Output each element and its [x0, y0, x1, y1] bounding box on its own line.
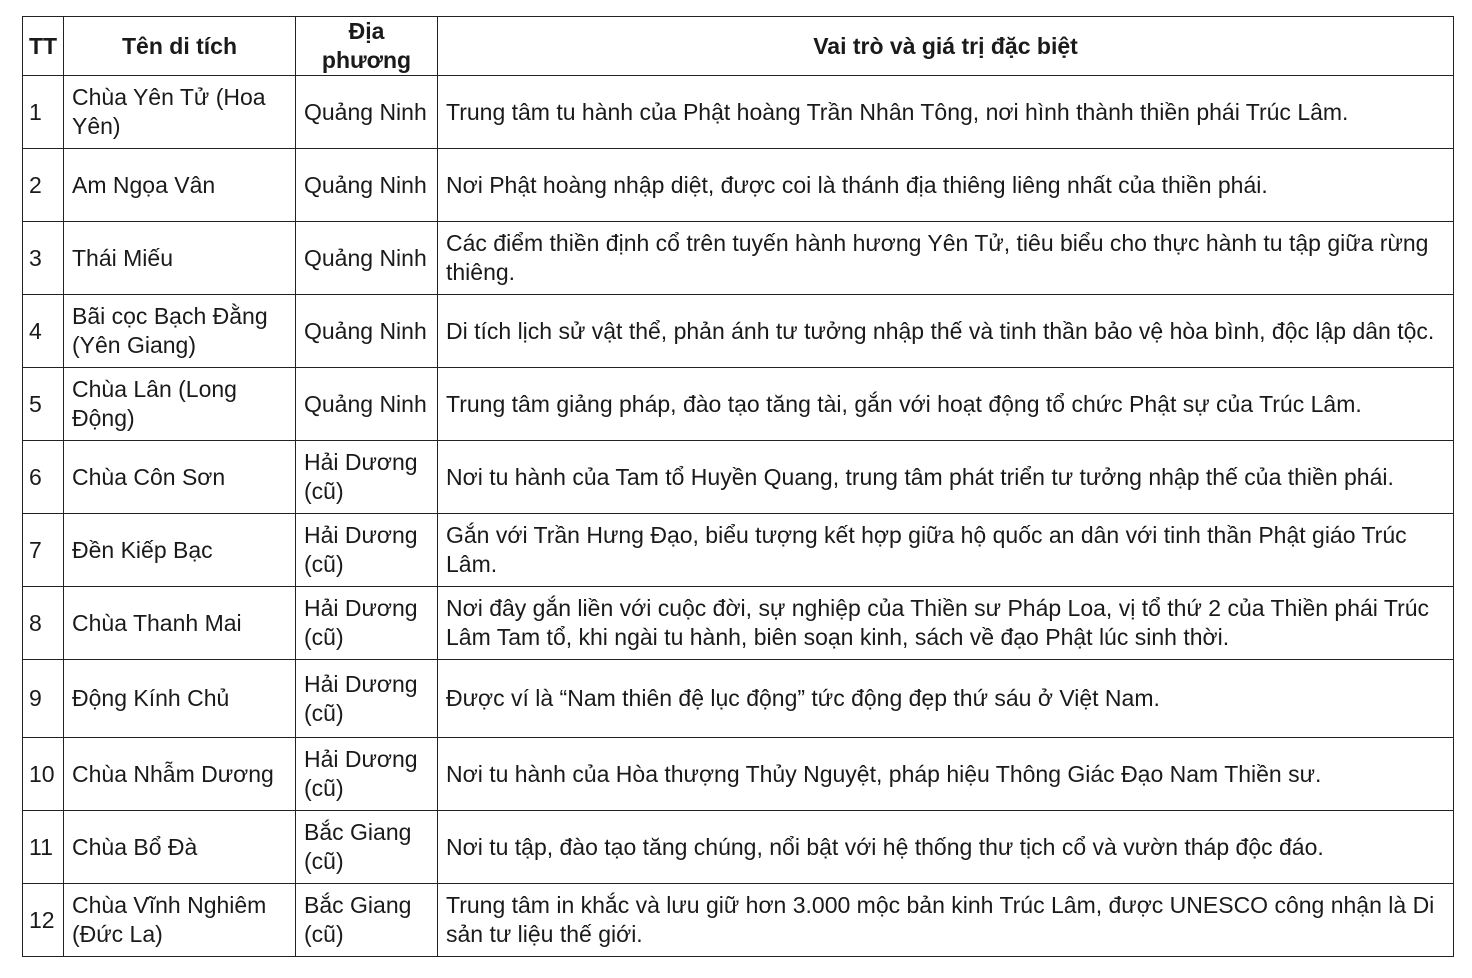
table-row [23, 514, 1454, 587]
row-number: 11 [23, 811, 64, 884]
table-row [23, 222, 1454, 295]
site-name: Chùa Yên Tử (Hoa Yên) [64, 76, 296, 149]
site-name: Chùa Vĩnh Nghiêm (Đức La) [64, 884, 296, 957]
table-row [23, 811, 1454, 884]
site-location: Hải Dương (cũ) [296, 441, 438, 514]
table-row [23, 884, 1454, 957]
table-row [23, 660, 1454, 738]
site-role: Trung tâm in khắc và lưu giữ hơn 3.000 mộc bản kinh Trúc Lâm, được UNESCO công nhận là Di sản tư liệu thế giới. [438, 884, 1454, 957]
row-number: 4 [23, 295, 64, 368]
header-row [23, 17, 1454, 76]
header-name: Tên di tích [64, 17, 296, 76]
site-location: Quảng Ninh [296, 368, 438, 441]
site-name: Chùa Thanh Mai [64, 587, 296, 660]
table-row [23, 368, 1454, 441]
site-name: Chùa Nhẫm Dương [64, 738, 296, 811]
table-row [23, 149, 1454, 222]
row-number: 6 [23, 441, 64, 514]
site-location: Hải Dương (cũ) [296, 514, 438, 587]
row-number: 9 [23, 660, 64, 738]
site-role: Trung tâm tu hành của Phật hoàng Trần Nhân Tông, nơi hình thành thiền phái Trúc Lâm. [438, 76, 1454, 149]
site-role: Được ví là “Nam thiên đệ lục động” tức động đẹp thứ sáu ở Việt Nam. [438, 660, 1454, 738]
site-role: Gắn với Trần Hưng Đạo, biểu tượng kết hợp giữa hộ quốc an dân với tinh thần Phật giáo Trúc Lâm. [438, 514, 1454, 587]
row-number: 3 [23, 222, 64, 295]
site-location: Hải Dương (cũ) [296, 660, 438, 738]
site-name: Đền Kiếp Bạc [64, 514, 296, 587]
site-location: Bắc Giang (cũ) [296, 811, 438, 884]
site-location: Quảng Ninh [296, 295, 438, 368]
site-name: Am Ngọa Vân [64, 149, 296, 222]
site-role: Nơi tu tập, đào tạo tăng chúng, nổi bật với hệ thống thư tịch cổ và vườn tháp độc đáo. [438, 811, 1454, 884]
site-role: Nơi đây gắn liền với cuộc đời, sự nghiệp của Thiền sư Pháp Loa, vị tổ thứ 2 của Thiền phái Trúc Lâm Tam tổ, khi ngài tu hành, biên soạn kinh, sách về đạo Phật lúc sinh thời. [438, 587, 1454, 660]
site-name: Động Kính Chủ [64, 660, 296, 738]
header-role: Vai trò và giá trị đặc biệt [438, 17, 1454, 76]
site-role: Nơi tu hành của Hòa thượng Thủy Nguyệt, pháp hiệu Thông Giác Đạo Nam Thiền sư. [438, 738, 1454, 811]
row-number: 2 [23, 149, 64, 222]
header-location: Địa phương [296, 17, 438, 76]
site-name: Chùa Bổ Đà [64, 811, 296, 884]
row-number: 1 [23, 76, 64, 149]
table-row [23, 76, 1454, 149]
site-location: Hải Dương (cũ) [296, 738, 438, 811]
table-row [23, 295, 1454, 368]
site-location: Hải Dương (cũ) [296, 587, 438, 660]
site-role: Trung tâm giảng pháp, đào tạo tăng tài, gắn với hoạt động tổ chức Phật sự của Trúc Lâm. [438, 368, 1454, 441]
site-role: Di tích lịch sử vật thể, phản ánh tư tưởng nhập thế và tinh thần bảo vệ hòa bình, độc lập dân tộc. [438, 295, 1454, 368]
row-number: 8 [23, 587, 64, 660]
table-row [23, 587, 1454, 660]
row-number: 7 [23, 514, 64, 587]
table-row [23, 441, 1454, 514]
site-location: Bắc Giang (cũ) [296, 884, 438, 957]
row-number: 10 [23, 738, 64, 811]
site-location: Quảng Ninh [296, 222, 438, 295]
table-row [23, 738, 1454, 811]
site-location: Quảng Ninh [296, 149, 438, 222]
header-tt: TT [23, 17, 64, 76]
relic-sites-table [22, 16, 1454, 957]
site-name: Thái Miếu [64, 222, 296, 295]
site-role: Nơi tu hành của Tam tổ Huyền Quang, trung tâm phát triển tư tưởng nhập thế của thiền phái. [438, 441, 1454, 514]
site-role: Nơi Phật hoàng nhập diệt, được coi là thánh địa thiêng liêng nhất của thiền phái. [438, 149, 1454, 222]
table-header [23, 17, 1454, 76]
site-location: Quảng Ninh [296, 76, 438, 149]
site-name: Chùa Lân (Long Động) [64, 368, 296, 441]
table-body [23, 76, 1454, 957]
site-role: Các điểm thiền định cổ trên tuyến hành hương Yên Tử, tiêu biểu cho thực hành tu tập giữa rừng thiêng. [438, 222, 1454, 295]
site-name: Chùa Côn Sơn [64, 441, 296, 514]
row-number: 12 [23, 884, 64, 957]
site-name: Bãi cọc Bạch Đằng (Yên Giang) [64, 295, 296, 368]
row-number: 5 [23, 368, 64, 441]
